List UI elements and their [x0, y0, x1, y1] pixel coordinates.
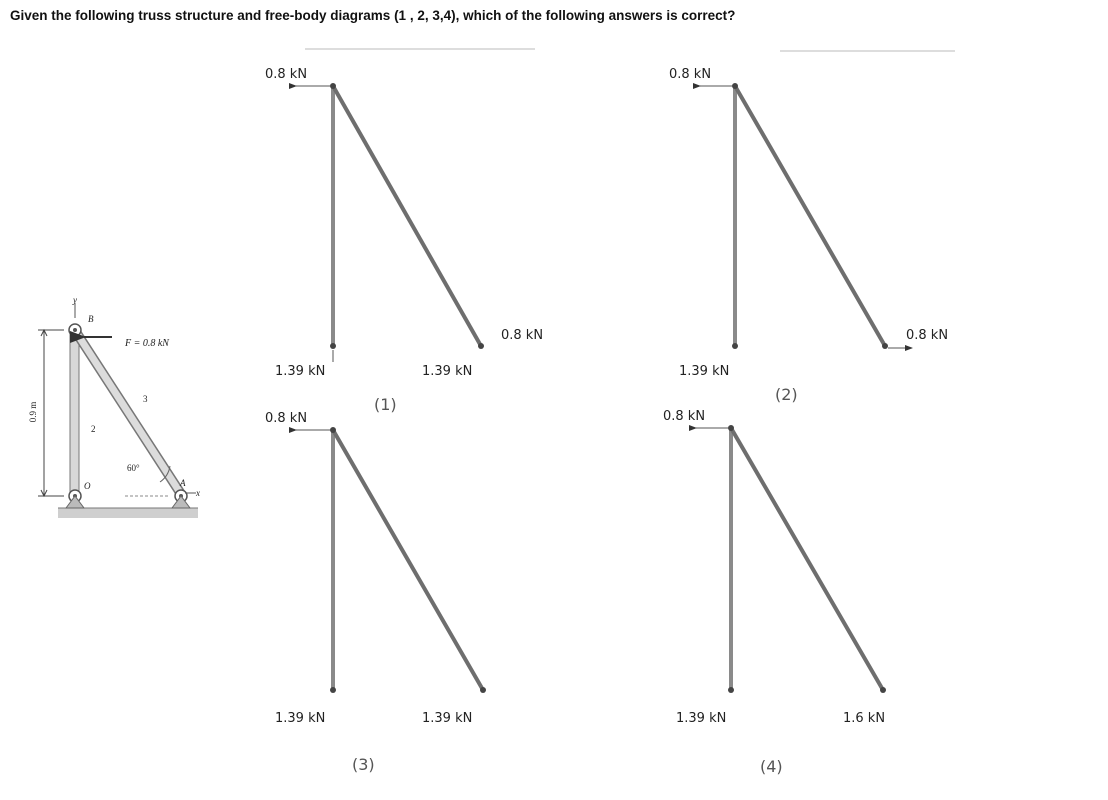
member-2-label: 2 [91, 424, 96, 434]
fbd-1-top-force: 0.8 kN [265, 67, 308, 82]
angle-label: 60° [127, 463, 140, 473]
node-a-label: A [180, 478, 186, 488]
fbd-1 [265, 67, 484, 414]
fbd-2-incline-force: 0.8 kN [906, 328, 949, 343]
force-label: F = 0.8 kN [125, 338, 169, 349]
fbd-4-caption: (4) [760, 757, 783, 776]
truss-member-vertical [70, 330, 79, 500]
axis-x-label: x [196, 488, 200, 498]
truss-structure [28, 295, 200, 518]
fbd-3 [265, 411, 486, 774]
fbd-4-top-force: 0.8 kN [663, 409, 706, 424]
fbd-4 [663, 409, 886, 776]
height-label: 0.9 m [28, 401, 38, 423]
member-3-label: 3 [143, 394, 148, 404]
fbd-1-inclined-member [333, 86, 481, 346]
axis-y-label: y [73, 295, 77, 305]
fbd-4-incline-force: 1.6 kN [843, 711, 886, 726]
fbd-2-top-force: 0.8 kN [669, 67, 712, 82]
question-text: Given the following truss structure and free-body diagrams (1 , 2, 3,4), which of the following answers is correct? [10, 8, 736, 23]
fbd-1-right-force: 0.8 kN [501, 328, 544, 343]
fbd-2-caption: (2) [775, 385, 798, 404]
fbd-1-bottom-left-force: 1.39 kN [275, 364, 326, 379]
fbd-2 [669, 67, 948, 404]
fbd-3-bottom-left-force: 1.39 kN [275, 711, 326, 726]
ground [58, 508, 198, 518]
fbd-2-bottom-left-force: 1.39 kN [679, 364, 730, 379]
fbd-4-inclined-member [731, 428, 883, 690]
node-o-label: O [84, 481, 91, 491]
node-b-label: B [88, 314, 94, 324]
fbd-3-top-force: 0.8 kN [265, 411, 308, 426]
fbd-3-incline-force: 1.39 kN [422, 711, 473, 726]
fbd-2-inclined-member [735, 86, 885, 346]
fbd-3-caption: (3) [352, 755, 375, 774]
fbd-1-incline-force: 1.39 kN [422, 364, 473, 379]
fbd-4-bottom-left-force: 1.39 kN [676, 711, 727, 726]
fbd-3-inclined-member [333, 430, 483, 690]
fbd-1-caption: (1) [374, 395, 397, 414]
